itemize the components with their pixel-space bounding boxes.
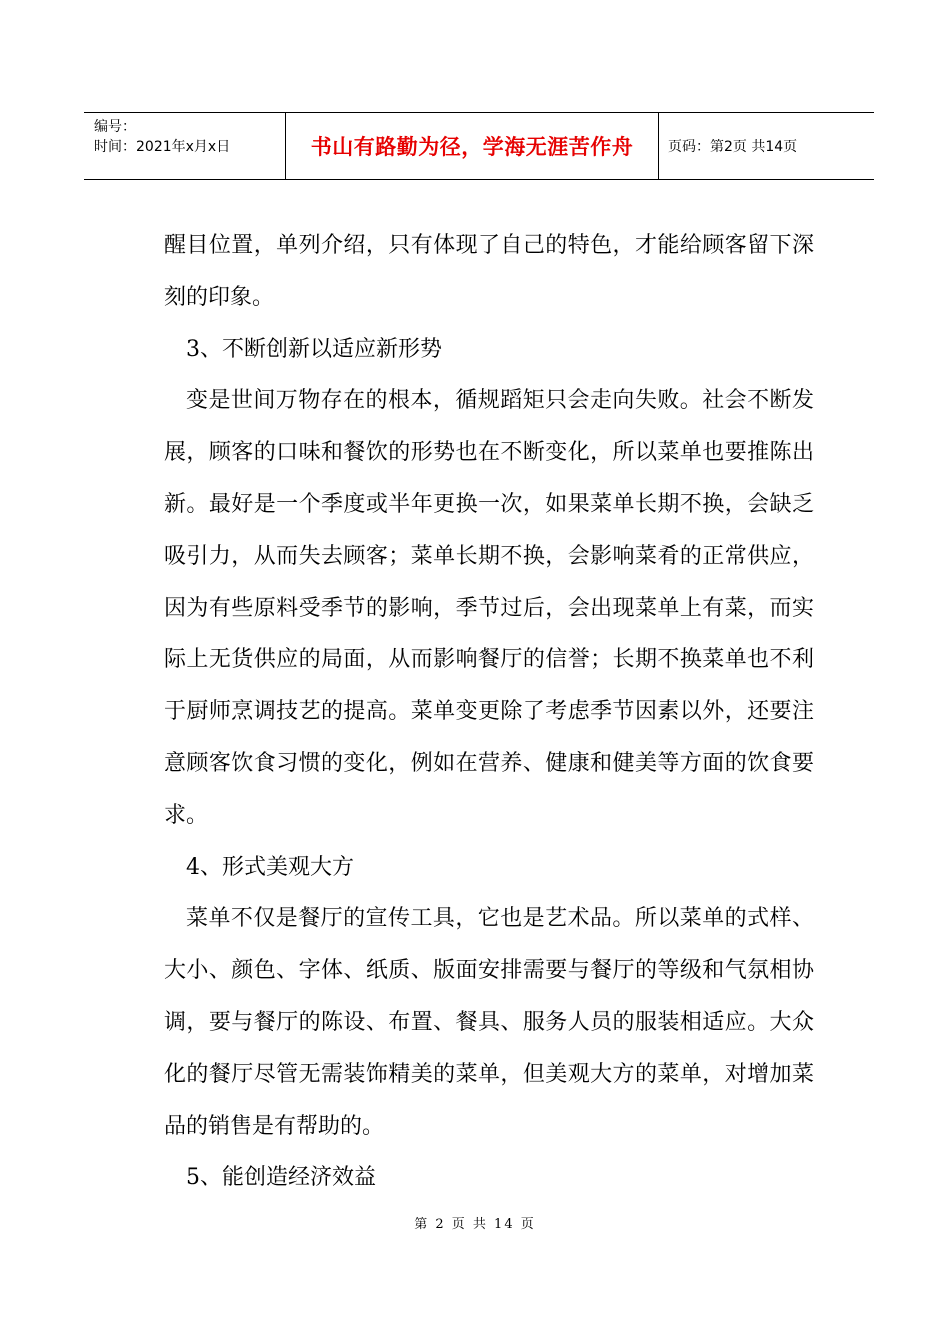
header-page-info: 页码：第2页 共14页	[668, 139, 798, 155]
section-heading-5: 5、能创造经济效益	[186, 1165, 376, 1191]
paragraph-innovation: 变是世间万物存在的根本，循规蹈矩只会走向失败。社会不断发展，顾客的口味和餐饮的形势也在不断变化，所以菜单也要推陈出新。最好是一个季度或半年更换一次，如果菜单长期不换，会缺乏吸引力，从而失去顾客；菜单长期不换，会影响菜肴的正常供应，因为有些原料受季节的影响，季节过后，会出现菜单上有菜，而实际上无货供应的局面，从而影响餐厅的信誉；长期不换菜单也不利于厨师烹调技艺的提高。菜单变更除了考虑季节因素以外，还要注意顾客饮食习惯的变化，例如在营养、健康和健美等方面的饮食要求。	[164, 388, 814, 828]
number-label: 编号：	[94, 119, 136, 135]
section-heading-4: 4、形式美观大方	[186, 854, 354, 880]
header-divider-right	[658, 113, 659, 179]
section-heading-3: 3、不断创新以适应新形势	[186, 336, 442, 362]
time-label: 时间：2021年x月x日	[94, 139, 231, 155]
header-meta	[94, 117, 284, 157]
document-body	[164, 220, 814, 1204]
header-motto: 书山有路勤为径，学海无涯苦作舟	[310, 135, 634, 159]
page-header	[84, 112, 874, 180]
paragraph-continuation: 醒目位置，单列介绍，只有体现了自己的特色，才能给顾客留下深刻的印象。	[164, 233, 814, 310]
paragraph-appearance: 菜单不仅是餐厅的宣传工具，它也是艺术品。所以菜单的式样、大小、颜色、字体、纸质、版面安排需要与餐厅的等级和气氛相协调，要与餐厅的陈设、布置、餐具、服务人员的服装相适应。大众化的餐厅尽管无需装饰精美的菜单，但美观大方的菜单，对增加菜品的销售是有帮助的。	[164, 906, 814, 1139]
page-footer: 第 2 页 共 14 页	[414, 1217, 536, 1232]
